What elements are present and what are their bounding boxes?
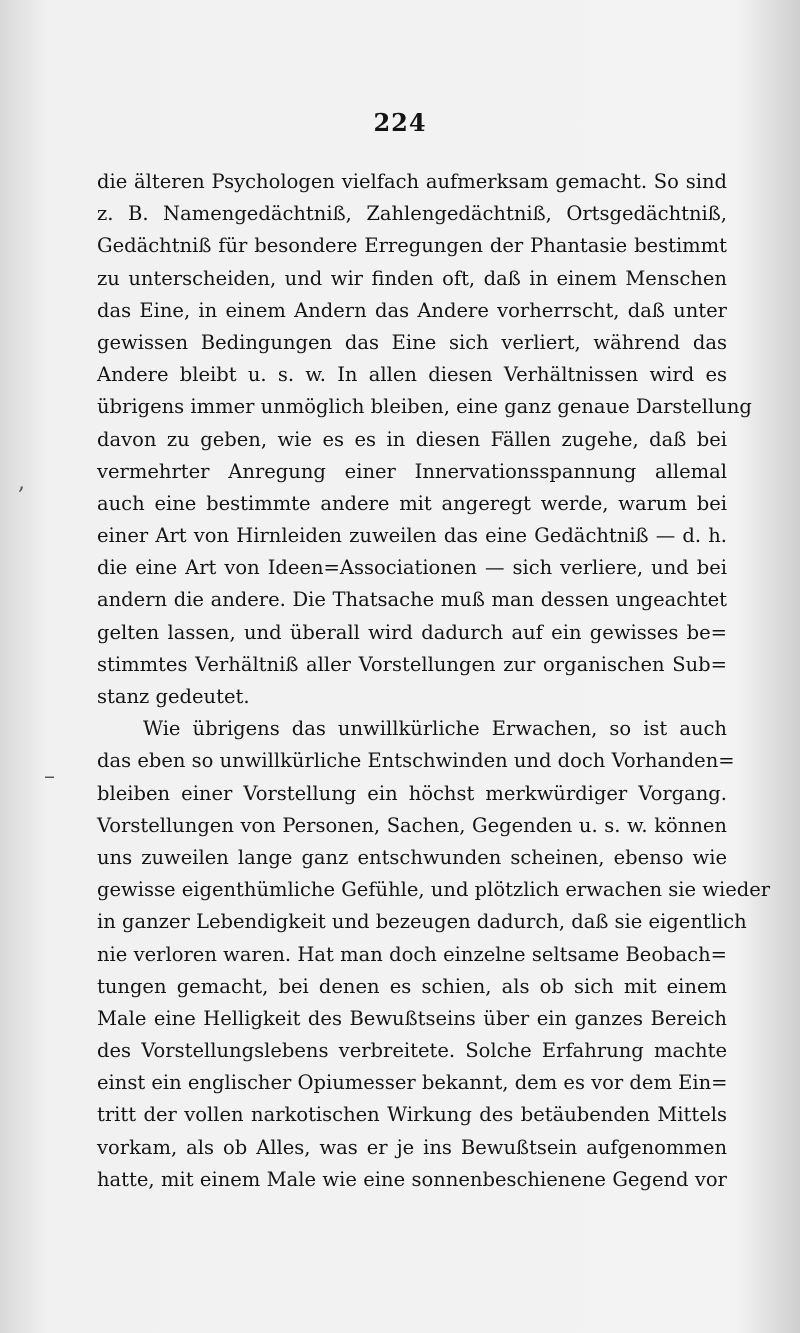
text-line: einer Art von Hirnleiden zuweilen das eine Gedächtniß — d. h. [97, 524, 727, 548]
text-line: Andere bleibt u. s. w. In allen diesen Verhältnissen wird es [97, 363, 727, 387]
text-line: des Vorstellungslebens verbreitete. Solche Erfahrung machte [97, 1039, 727, 1063]
text-line: die eine Art von Ideen=Associationen — sich verliere, und bei [97, 556, 727, 580]
text-line: bleiben einer Vorstellung ein höchst merkwürdiger Vorgang. [97, 781, 727, 805]
text-line: zu unterscheiden, und wir finden oft, daß in einem Menschen [97, 266, 727, 290]
text-line: vorkam, als ob Alles, was er je ins Bewußtsein aufgenommen [97, 1135, 727, 1159]
text-line: auch eine bestimmte andere mit angeregt werde, warum bei [97, 491, 727, 515]
text-line: in ganzer Lebendigkeit und bezeugen dadurch, daß sie eigentlich [97, 910, 747, 934]
text-line: stanz gedeutet. [97, 685, 250, 708]
text-line: andern die andere. Die Thatsache muß man dessen ungeachtet [97, 588, 727, 612]
text-line: Wie übrigens das unwillkürliche Erwachen, so ist auch [143, 717, 727, 741]
margin-dot-mark: , [18, 470, 25, 495]
text-line: das Eine, in einem Andern das Andere vorherrscht, daß unter [97, 298, 727, 322]
text-line: davon zu geben, wie es es in diesen Fällen zugehe, daß bei [97, 427, 727, 451]
text-line: das eben so unwillkürliche Entschwinden und doch Vorhanden= [97, 749, 735, 773]
body-text [97, 166, 771, 1196]
text-line: stimmtes Verhältniß aller Vorstellungen zur organischen Sub= [97, 652, 727, 676]
text-line: uns zuweilen lange ganz entschwunden scheinen, ebenso wie [97, 845, 727, 869]
text-line: gewisse eigenthümliche Gefühle, und plötzlich erwachen sie wieder [97, 878, 771, 902]
text-line: hatte, mit einem Male wie eine sonnenbeschienene Gegend vor [97, 1167, 727, 1191]
page-number: 224 [373, 108, 427, 137]
text-line: gelten lassen, und überall wird dadurch auf ein gewisses be= [97, 620, 727, 644]
text-line: vermehrter Anregung einer Innervationsspannung allemal [97, 459, 727, 483]
text-line: tungen gemacht, bei denen es schien, als ob sich mit einem [97, 974, 727, 998]
text-line: einst ein englischer Opiumesser bekannt, dem es vor dem Ein= [97, 1071, 728, 1095]
text-line: übrigens immer unmöglich bleiben, eine ganz genaue Darstellung [97, 395, 752, 419]
text-line: gewissen Bedingungen das Eine sich verliert, während das [97, 330, 727, 354]
paragraph-1 [97, 166, 752, 713]
text-line: Vorstellungen von Personen, Sachen, Gegenden u. s. w. können [97, 813, 727, 837]
text-line: die älteren Psychologen vielfach aufmerksam gemacht. So sind [97, 170, 727, 193]
paragraph-2 [97, 713, 771, 1196]
margin-dash-mark: – [44, 764, 55, 789]
text-line: nie verloren waren. Hat man doch einzelne seltsame Beobach= [97, 942, 727, 966]
text-line: Gedächtniß für besondere Erregungen der Phantasie bestimmt [97, 234, 727, 258]
text-line: Male eine Helligkeit des Bewußtseins über ein ganzes Bereich [97, 1006, 727, 1030]
text-line: z. B. Namengedächtniß, Zahlengedächtniß, Ortsgedächtniß, [97, 202, 727, 226]
text-line: tritt der vollen narkotischen Wirkung des betäubenden Mittels [97, 1103, 727, 1127]
